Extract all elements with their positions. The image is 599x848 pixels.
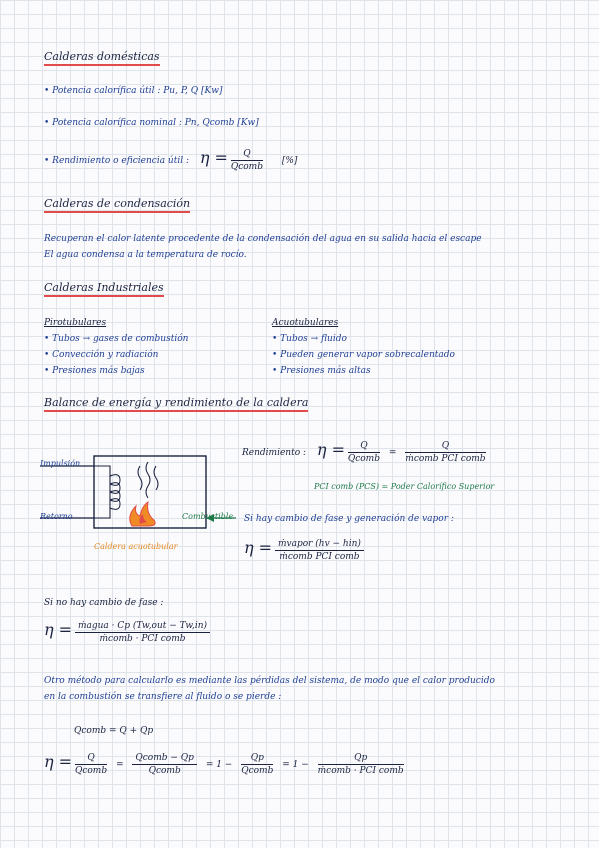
rendimiento-label: Rendimiento :: [242, 448, 307, 458]
fraction-qp-over-qcomb: [241, 753, 273, 776]
fraction-denominator: Qcomb: [347, 454, 380, 464]
fraction-denominator: ṁcomb PCI comb: [405, 454, 486, 464]
fraction-numerator: Q: [231, 149, 263, 161]
eta-symbol: η =: [316, 440, 345, 459]
fraction-numerator: Q: [405, 441, 485, 453]
fraction-no-phase: [75, 621, 210, 644]
efficiency-label: • Rendimiento o eficiencia útil :: [44, 156, 189, 166]
pci-note: PCI comb (PCS) = Poder Calorífico Superior: [314, 482, 495, 491]
rendimiento-formula: [242, 440, 486, 464]
efficiency-unit: [%]: [281, 156, 298, 166]
losses-line-2: en la combustión se transfiere al fluido o se pierde :: [44, 692, 282, 702]
domestic-line-1: • Potencia calorífica útil : Pu, P, Q [Kw]: [44, 86, 223, 96]
fraction-numerator: Qp: [318, 753, 404, 765]
fraction-numerator: Q: [75, 753, 107, 765]
impulsion-label: Impulsión: [40, 459, 81, 468]
qcomb-equation: Qcomb = Q + Qp: [74, 726, 154, 736]
fraction-denominator: Qcomb: [230, 162, 263, 172]
efficiency-formula: [44, 148, 297, 172]
equals-one-minus: = 1 −: [282, 760, 309, 770]
fraction-q-over-mcomb-pci: [405, 441, 485, 464]
fraction-numerator: Q: [348, 441, 380, 453]
section-title-industrial: Calderas Industriales: [44, 281, 164, 297]
fraction-denominator: Qcomb: [241, 766, 274, 776]
equals-one-minus: = 1 −: [205, 760, 233, 770]
section-title-condensing: Calderas de condensación: [44, 197, 190, 213]
fraction-qp-over-mcomb-pci: [318, 753, 404, 776]
pirotubulares-item-2: • Convección y radiación: [44, 350, 159, 360]
fraction-denominator: Qcomb: [74, 766, 108, 776]
section-title-domestic: Calderas domésticas: [44, 50, 160, 66]
pirotubulares-item-3: • Presiones más bajas: [44, 366, 145, 376]
combustible-label: Combustible: [182, 512, 234, 521]
equals-sign: =: [388, 448, 397, 458]
fraction-denominator: Qcomb: [148, 766, 181, 776]
acuotubulares-item-1: • Tubos → fluido: [272, 334, 347, 344]
acuotubulares-item-2: • Pueden generar vapor sobrecalentado: [272, 350, 455, 360]
fraction-q-over-qcomb: [75, 753, 107, 776]
eta-symbol: η =: [244, 538, 273, 557]
phase-change-text: Si hay cambio de fase y generación de vapor :: [244, 514, 454, 524]
domestic-line-2: • Potencia calorífica nominal : Pn, Qcomb [Kw]: [44, 118, 259, 128]
condensing-line-1: Recuperan el calor latente procedente de la condensación del agua en su salida hacia el escape: [44, 234, 482, 244]
acuotubulares-title: Acuotubulares: [272, 318, 339, 328]
fraction-denominator: ṁcomb PCI comb: [279, 552, 360, 562]
fraction-vapor: [275, 539, 364, 562]
efficiency-fraction: [231, 149, 263, 172]
vapor-formula: [244, 538, 364, 562]
losses-line-1: Otro método para calcularlo es mediante las pérdidas del sistema, de modo que el calor producido: [44, 676, 495, 686]
pirotubulares-item-1: • Tubos → gases de combustión: [44, 334, 189, 344]
fraction-numerator: ṁagua · Cp (Tw,out − Tw,in): [75, 621, 210, 633]
fraction-numerator: Qcomb − Qp: [132, 753, 197, 765]
acuotubulares-item-3: • Presiones más altas: [272, 366, 371, 376]
losses-formula: [44, 752, 404, 776]
fraction-q-over-qcomb: [348, 441, 380, 464]
fraction-numerator: Qp: [241, 753, 273, 765]
equals-sign: =: [115, 760, 124, 770]
fraction-denominator: ṁcomb · PCI comb: [317, 766, 404, 776]
fraction-numerator: ṁvapor (hv − hin): [275, 539, 364, 551]
caldera-label: Caldera acuotubular: [94, 542, 178, 551]
retorno-label: Retorno: [40, 512, 73, 521]
eta-symbol: η =: [44, 752, 73, 771]
pirotubulares-title: Pirotubulares: [44, 318, 107, 328]
fraction-denominator: ṁcomb · PCI comb: [99, 634, 186, 644]
fraction-qcomb-minus-qp: [132, 753, 197, 776]
no-phase-change-text: Si no hay cambio de fase :: [44, 598, 164, 608]
no-phase-formula: [44, 620, 210, 644]
eta-symbol: η =: [199, 148, 228, 167]
section-title-balance: Balance de energía y rendimiento de la caldera: [44, 396, 308, 412]
eta-symbol: η =: [44, 620, 73, 639]
condensing-line-2: El agua condensa a la temperatura de rocío.: [44, 250, 247, 260]
